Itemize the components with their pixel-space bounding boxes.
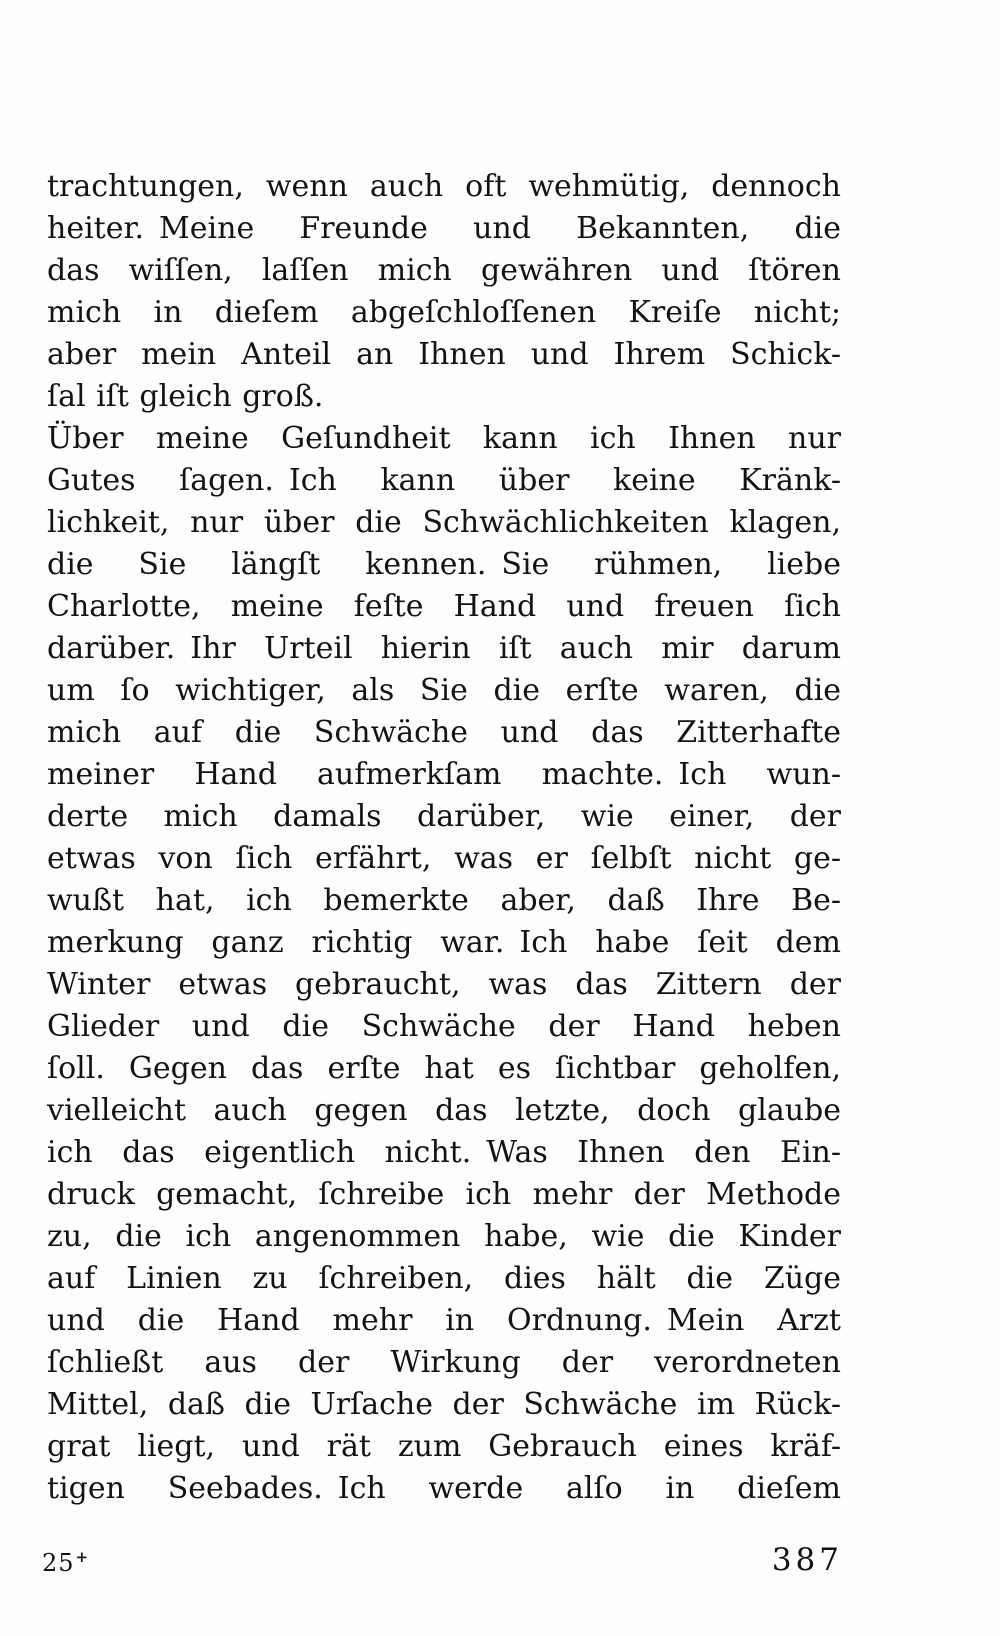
text-line: das wiſſen, laſſen mich gewähren und ſtören	[47, 253, 841, 288]
text-line: und die Hand mehr in Ordnung. Mein Arzt	[47, 1303, 841, 1338]
text-line: aber mein Anteil an Ihnen und Ihrem Schick-	[47, 337, 841, 372]
text-line: heiter. Meine Freunde und Bekannten, die	[47, 211, 841, 246]
text-line: darüber. Ihr Urteil hierin iſt auch mir darum	[47, 631, 841, 666]
text-line: lichkeit, nur über die Schwächlichkeiten klagen,	[47, 505, 841, 540]
text-line: um ſo wichtiger, als Sie die erſte waren, die	[47, 673, 841, 708]
text-line: ſoll. Gegen das erſte hat es ſichtbar geholfen,	[47, 1051, 841, 1086]
text-line: Winter etwas gebraucht, was das Zittern der	[47, 967, 841, 1002]
text-line: ſal iſt gleich groß.	[47, 379, 324, 414]
signature-star: +	[75, 1548, 90, 1566]
text-line: derte mich damals darüber, wie einer, der	[47, 799, 841, 834]
text-line: grat liegt, und rät zum Gebrauch eines kräf-	[47, 1429, 841, 1464]
signature-mark	[42, 1548, 89, 1577]
text-line: meiner Hand aufmerkſam machte. Ich wun-	[47, 757, 841, 792]
text-line: ich das eigentlich nicht. Was Ihnen den Ein-	[47, 1135, 841, 1170]
body-text-block	[47, 166, 841, 1510]
text-line: Über meine Geſundheit kann ich Ihnen nur	[47, 421, 841, 456]
text-line: merkung ganz richtig war. Ich habe ſeit dem	[47, 925, 841, 960]
text-line: die Sie längſt kennen. Sie rühmen, liebe	[47, 547, 841, 582]
text-line: auf Linien zu ſchreiben, dies hält die Züge	[47, 1261, 841, 1296]
text-line: wußt hat, ich bemerkte aber, daß Ihre Be-	[47, 883, 841, 918]
text-line: druck gemacht, ſchreibe ich mehr der Methode	[47, 1177, 841, 1212]
text-line: mich in dieſem abgeſchloſſenen Kreiſe nicht;	[47, 295, 841, 330]
text-line: zu, die ich angenommen habe, wie die Kinder	[47, 1219, 841, 1254]
text-line: mich auf die Schwäche und das Zitterhafte	[47, 715, 841, 750]
text-line: tigen Seebades. Ich werde alſo in dieſem	[47, 1471, 841, 1506]
text-line: etwas von ſich erfährt, was er ſelbſt nicht ge-	[47, 841, 841, 876]
page-number: 387	[771, 1542, 843, 1578]
text-line: ſchließt aus der Wirkung der verordneten	[47, 1345, 841, 1380]
text-line: Gutes ſagen. Ich kann über keine Kränk-	[47, 463, 841, 498]
signature-number: 25	[42, 1549, 75, 1577]
text-line: vielleicht auch gegen das letzte, doch glaube	[47, 1093, 841, 1128]
text-line: trachtungen, wenn auch oft wehmütig, dennoch	[47, 169, 841, 204]
text-line: Charlotte, meine feſte Hand und freuen ſich	[47, 589, 841, 624]
text-line: Glieder und die Schwäche der Hand heben	[47, 1009, 841, 1044]
text-line: Mittel, daß die Urſache der Schwäche im Rück-	[47, 1387, 841, 1422]
